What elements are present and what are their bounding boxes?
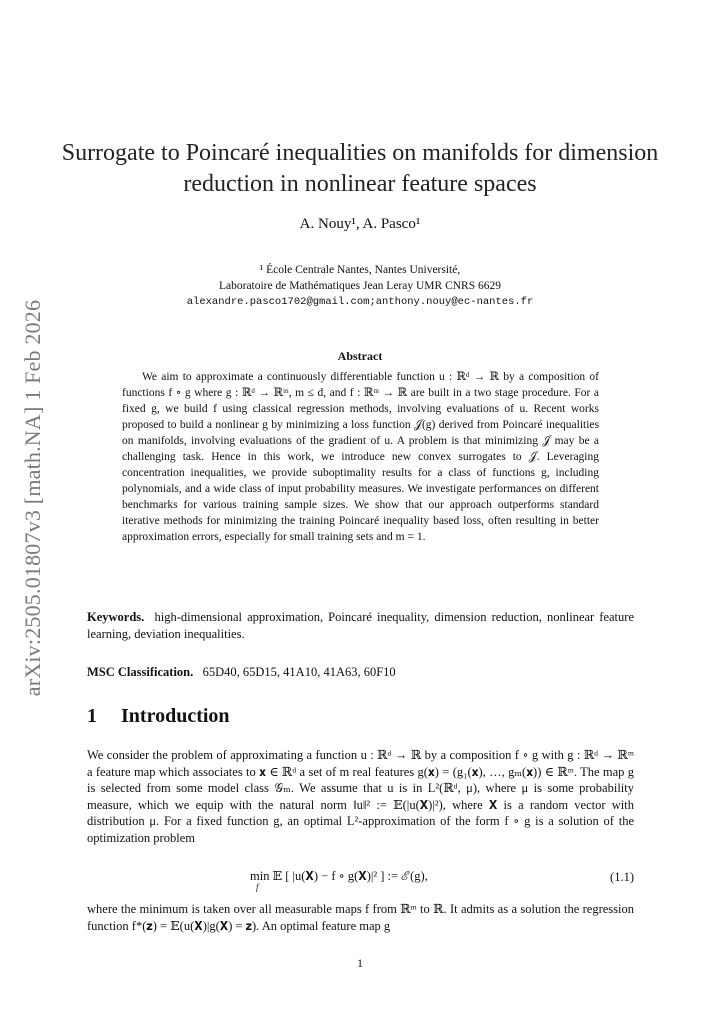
equation-1-1 bbox=[87, 868, 634, 890]
section-heading bbox=[87, 705, 230, 728]
affiliation-laboratory: Laboratoire de Mathématiques Jean Leray UMR CNRS 6629 bbox=[218, 280, 501, 292]
paper-title: Surrogate to Poincaré inequalities on manifolds for dimension reduction in nonlinear feature spaces bbox=[61, 140, 659, 197]
msc-label: MSC Classification. bbox=[87, 665, 194, 679]
equation-number: (1.1) bbox=[610, 870, 634, 884]
abstract-text: We aim to approximate a continuously differentiable function u : ℝᵈ → ℝ by a composition of functions f ∘ g where g : ℝᵈ → ℝᵐ, m ≤ d, and f : ℝᵐ → ℝ are built in a two stage procedure. For a fixed g, we build f using classical regression methods, involving evaluations of u. Recent works proposed to build a nonlinear g by minimizing a loss function 𝒥(g) derived from Poincaré inequalities on manifolds, involving evaluations of the gradient of u. A problem is that minimizing 𝒥 may be a challenging task. Hence in this work, we introduce new convex surrogates to 𝒥. Leveraging concentration inequalities, we provide suboptimality results for a class of functions g, including polynomials, and a wide class of input probability measures. We investigate performances on different benchmarks for various training sample sizes. We show that our approach outperforms standard iterative methods for minimizing the training Poincaré inequality based loss, often resulting in better approximation errors, especially for small training sets and m = 1. bbox=[122, 371, 599, 543]
section-number: 1 bbox=[87, 705, 97, 727]
equation-subscript: f bbox=[256, 882, 259, 892]
author-emails: alexandre.pasco1702@gmail.com;anthony.nouy@ec-nantes.fr bbox=[186, 296, 534, 308]
arxiv-identifier-stamp bbox=[18, 290, 48, 705]
arxiv-stamp-text: arXiv:2505.01807v3 [math.NA] 1 Feb 2026 bbox=[20, 299, 45, 696]
author-list: A. Nouy¹, A. Pasco¹ bbox=[299, 216, 421, 232]
section-title: Introduction bbox=[121, 705, 230, 727]
keywords-text: high-dimensional approximation, Poincaré inequality, dimension reduction, nonlinear feature learning, deviation inequalities. bbox=[87, 610, 634, 641]
intro-paragraph-1: We consider the problem of approximating a function u : ℝᵈ → ℝ by a composition f ∘ g with g : ℝᵈ → ℝᵐ a feature map which associates to 𝐱 ∈ ℝᵈ a set of m real features g(𝐱) = (g₁(𝐱), …, gₘ(𝐱)) ∈ ℝᵐ. The map g is selected from some model class 𝒢ₘ. We assume that u is in L²(ℝᵈ, μ), where μ is some probability measure, which we equip with the natural norm ‖u‖² := 𝔼(|u(𝐗)|²), where 𝐗 is a random vector with distribution μ. For a fixed function g, an optimal L²-approximation of the form f ∘ g is a solution of the optimization problem bbox=[87, 748, 634, 845]
affiliation-institution: ¹ École Centrale Nantes, Nantes Université, bbox=[259, 264, 461, 276]
msc-codes: 65D40, 65D15, 41A10, 41A63, 60F10 bbox=[202, 665, 396, 679]
keywords-paragraph bbox=[87, 609, 634, 642]
affiliation-block bbox=[60, 262, 660, 310]
equation-body bbox=[250, 868, 428, 892]
msc-paragraph bbox=[87, 664, 634, 681]
abstract-heading: Abstract bbox=[337, 349, 383, 363]
equation-expression: min 𝔼 [ |u(𝐗) − f ∘ g(𝐗)|² ] := ℰ(g), bbox=[250, 869, 428, 883]
keywords-label: Keywords. bbox=[87, 610, 145, 624]
page-number: 1 bbox=[357, 956, 363, 970]
intro-paragraph-2: where the minimum is taken over all measurable maps f from ℝᵐ to ℝ. It admits as a solution the regression function f*(𝐳) = 𝔼(u(𝐗)|g(𝐗) = 𝐳). An optimal feature map g bbox=[87, 902, 634, 933]
